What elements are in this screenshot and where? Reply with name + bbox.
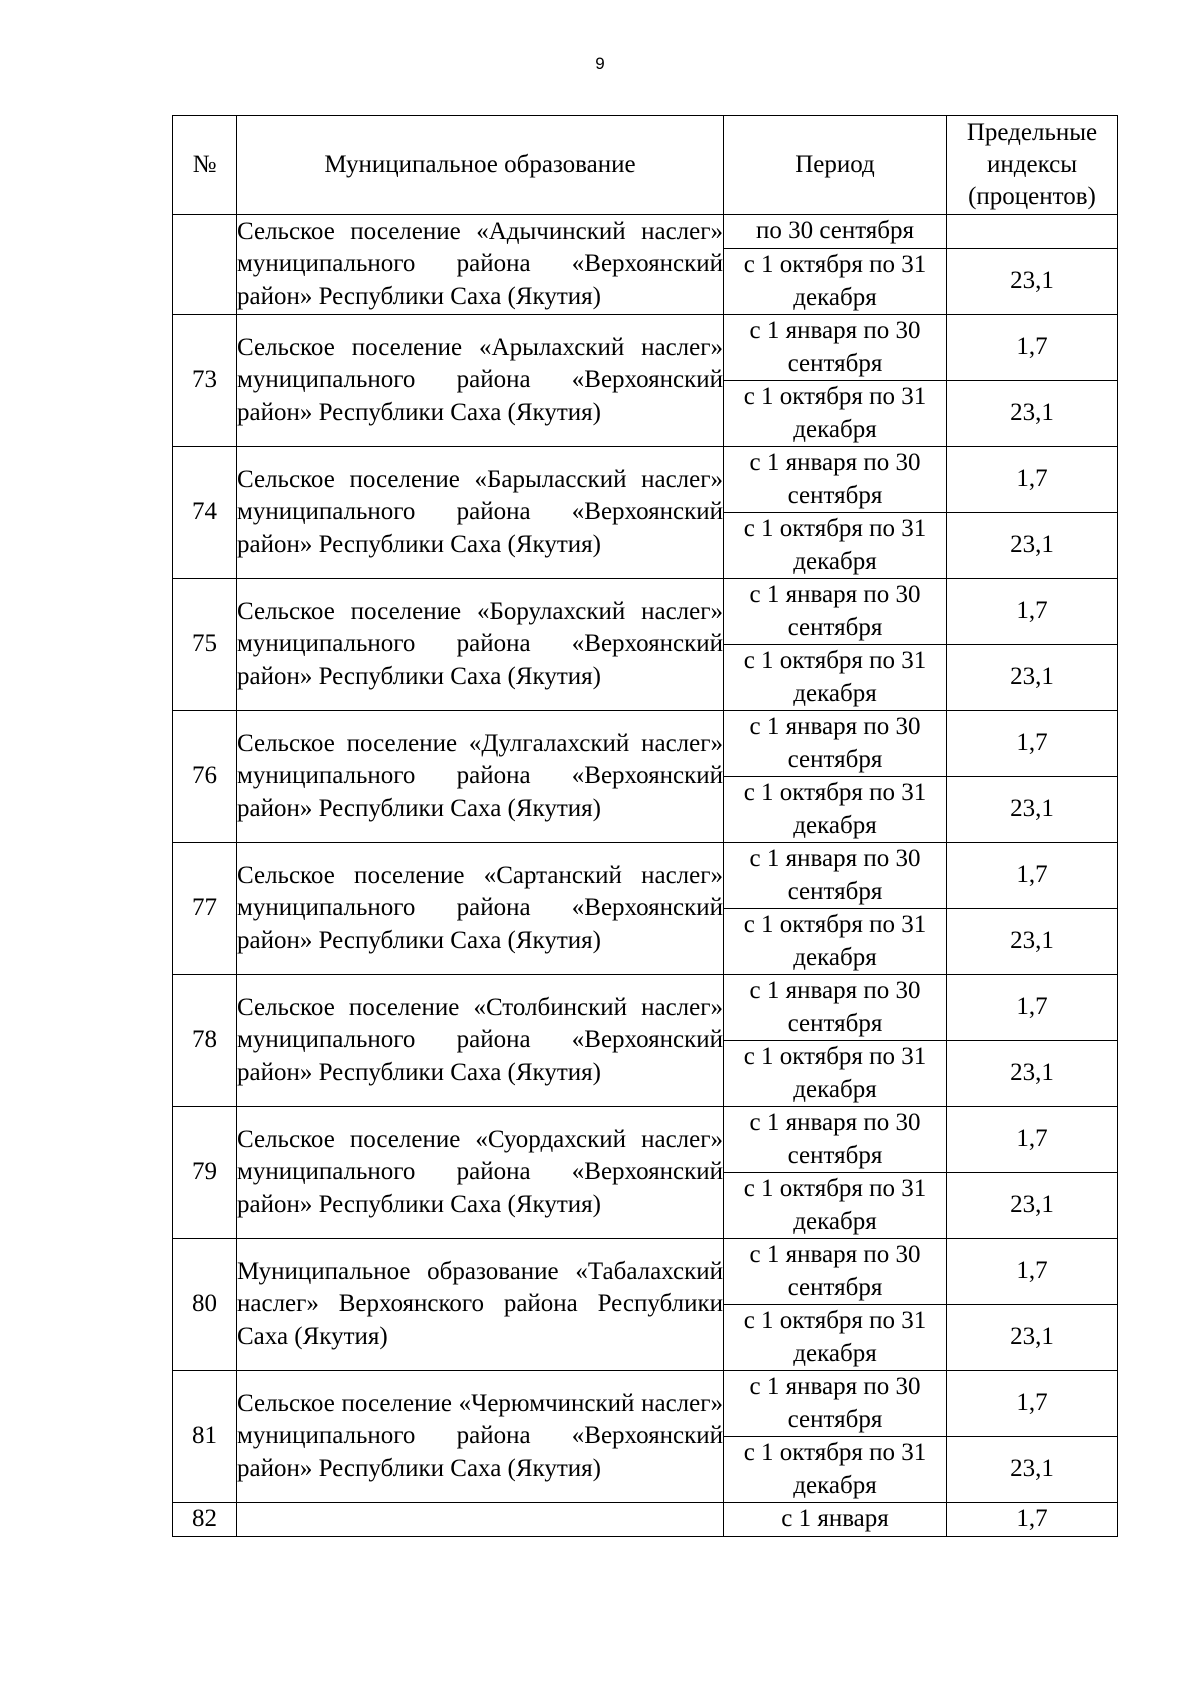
index-cell: 23,1: [947, 1437, 1118, 1503]
period-cell: по 30 сентября: [724, 215, 947, 249]
row-number: 73: [173, 315, 237, 447]
index-cell: [947, 215, 1118, 249]
period-cell: с 1 января по 30 сентября: [724, 843, 947, 909]
period-cell: с 1 октября по 31 декабря: [724, 249, 947, 315]
period-cell: с 1 октября по 31 декабря: [724, 1041, 947, 1107]
period-cell: с 1 октября по 31 декабря: [724, 1437, 947, 1503]
header-period: Период: [724, 116, 947, 215]
period-cell: с 1 января по 30 сентября: [724, 1239, 947, 1305]
index-cell: 23,1: [947, 645, 1118, 711]
table-row: [173, 1503, 1118, 1537]
period-cell: с 1 января по 30 сентября: [724, 975, 947, 1041]
index-cell: 23,1: [947, 1173, 1118, 1239]
index-cell: 1,7: [947, 447, 1118, 513]
index-cell: 1,7: [947, 1239, 1118, 1305]
table-row: [173, 1107, 1118, 1173]
period-cell: с 1 октября по 31 декабря: [724, 1305, 947, 1371]
index-cell: 23,1: [947, 381, 1118, 447]
period-cell: с 1 января по 30 сентября: [724, 1107, 947, 1173]
period-cell: с 1 октября по 31 декабря: [724, 645, 947, 711]
table-row: [173, 975, 1118, 1041]
index-cell: 1,7: [947, 711, 1118, 777]
row-number: 79: [173, 1107, 237, 1239]
period-cell: с 1 октября по 31 декабря: [724, 1173, 947, 1239]
period-cell: с 1 октября по 31 декабря: [724, 381, 947, 447]
table-row: [173, 1371, 1118, 1437]
table-row: [173, 1239, 1118, 1305]
index-cell: 1,7: [947, 315, 1118, 381]
index-cell: 23,1: [947, 249, 1118, 315]
index-cell: 23,1: [947, 513, 1118, 579]
row-number: 74: [173, 447, 237, 579]
municipality-name: Сельское поселение «Сартанский наслег» муниципального района «Верхоянский район» Республики Саха (Якутия): [237, 843, 724, 975]
period-cell: с 1 января по 30 сентября: [724, 579, 947, 645]
table-row: [173, 215, 1118, 249]
municipality-name: Сельское поселение «Столбинский наслег» муниципального района «Верхоянский район» Республики Саха (Якутия): [237, 975, 724, 1107]
municipality-name: Муниципальное образование «Табалахский наслег» Верхоянского района Республики Саха (Якутия): [237, 1239, 724, 1371]
index-cell: 1,7: [947, 1107, 1118, 1173]
header-municipality: Муниципальное образование: [237, 116, 724, 215]
table-row: [173, 711, 1118, 777]
header-limit-index: Предельные индексы (процентов): [947, 116, 1118, 215]
row-number: 77: [173, 843, 237, 975]
row-number: 76: [173, 711, 237, 843]
municipality-name: Сельское поселение «Арылахский наслег» муниципального района «Верхоянский район» Республики Саха (Якутия): [237, 315, 724, 447]
row-number: 75: [173, 579, 237, 711]
table-row: [173, 579, 1118, 645]
page-number: 9: [595, 54, 605, 73]
municipality-name: Сельское поселение «Адычинский наслег» муниципального района «Верхоянский район» Республики Саха (Якутия): [237, 215, 724, 315]
period-cell: с 1 января по 30 сентября: [724, 711, 947, 777]
municipality-name: Сельское поселение «Черюмчинский наслег» муниципального района «Верхоянский район» Республики Саха (Якутия): [237, 1371, 724, 1503]
index-cell: 23,1: [947, 1305, 1118, 1371]
municipality-name: Сельское поселение «Барыласский наслег» муниципального района «Верхоянский район» Республики Саха (Якутия): [237, 447, 724, 579]
index-cell: 1,7: [947, 1503, 1118, 1537]
municipality-name: Сельское поселение «Борулахский наслег» муниципального района «Верхоянский район» Республики Саха (Якутия): [237, 579, 724, 711]
index-cell: 23,1: [947, 1041, 1118, 1107]
period-cell: с 1 января: [724, 1503, 947, 1537]
row-number: 80: [173, 1239, 237, 1371]
index-cell: 1,7: [947, 975, 1118, 1041]
header-number: №: [173, 116, 237, 215]
table-header-row: [173, 116, 1118, 215]
table-row: [173, 447, 1118, 513]
index-cell: 1,7: [947, 579, 1118, 645]
municipality-name: Сельское поселение «Суордахский наслег» муниципального района «Верхоянский район» Республики Саха (Якутия): [237, 1107, 724, 1239]
period-cell: с 1 января по 30 сентября: [724, 1371, 947, 1437]
index-cell: 1,7: [947, 843, 1118, 909]
table-row: [173, 843, 1118, 909]
row-number: 82: [173, 1503, 237, 1537]
period-cell: с 1 октября по 31 декабря: [724, 777, 947, 843]
index-cell: 23,1: [947, 777, 1118, 843]
period-cell: с 1 октября по 31 декабря: [724, 909, 947, 975]
index-cell: 1,7: [947, 1371, 1118, 1437]
indices-table: [172, 115, 1118, 1537]
period-cell: с 1 января по 30 сентября: [724, 447, 947, 513]
municipality-name: [237, 1503, 724, 1537]
row-number: 81: [173, 1371, 237, 1503]
table-row: [173, 315, 1118, 381]
period-cell: с 1 октября по 31 декабря: [724, 513, 947, 579]
index-cell: 23,1: [947, 909, 1118, 975]
row-number: [173, 215, 237, 315]
row-number: 78: [173, 975, 237, 1107]
municipality-name: Сельское поселение «Дулгалахский наслег» муниципального района «Верхоянский район» Республики Саха (Якутия): [237, 711, 724, 843]
period-cell: с 1 января по 30 сентября: [724, 315, 947, 381]
